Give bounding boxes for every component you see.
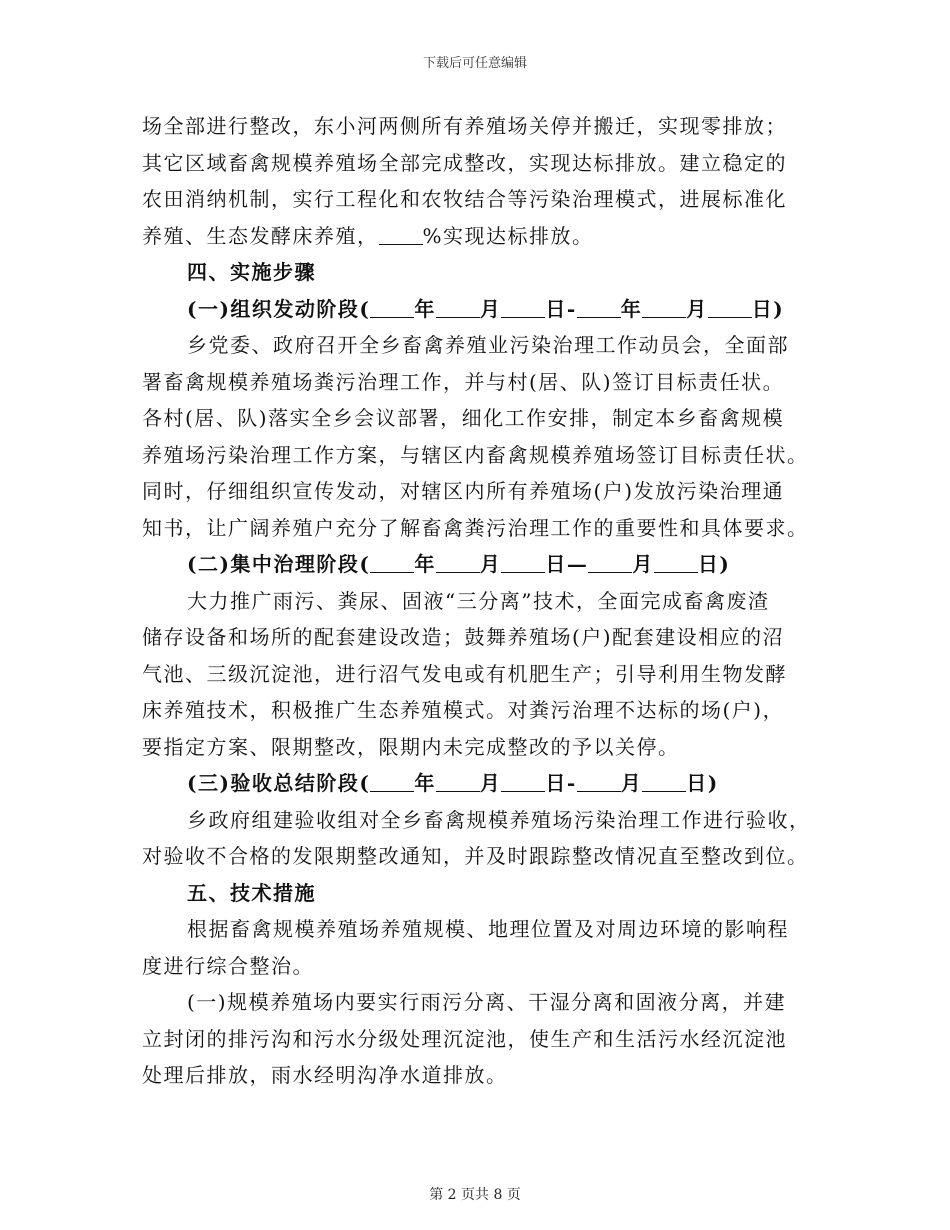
month-label: 月 <box>632 552 654 576</box>
month-label: 月 <box>686 296 708 321</box>
fill-blank <box>642 769 686 792</box>
section-heading-4: 四、实施步骤 <box>187 260 316 284</box>
text-line: 储存设备和场所的配套建设改造；鼓舞养殖场(户)配套建设相应的沼 <box>142 625 785 649</box>
stage-title: (三)验收总结阶段( <box>187 771 371 795</box>
text-line: 气池、三级沉淀池，进行沼气发电或有机肥生产；引导利用生物发酵 <box>142 661 787 686</box>
day-label: 日— <box>545 552 589 576</box>
text-line <box>142 218 812 255</box>
fill-blank <box>370 769 414 792</box>
fill-blank <box>708 295 752 318</box>
document-body <box>142 108 812 1094</box>
text-line: 根据畜禽规模养殖场养殖规模、地理位置及对周边环境的影响程 <box>187 917 789 941</box>
stage-heading-2 <box>142 546 812 583</box>
year-label: 年 <box>620 296 643 321</box>
text-line: 署畜禽规模养殖场粪污治理工作，并与村(居、队)签订目标责任状。 <box>142 369 785 394</box>
text-fragment: 养殖、生态发酵床养殖， <box>142 223 379 248</box>
fill-blank <box>370 295 414 318</box>
fill-blank <box>577 769 621 792</box>
month-label: 月 <box>479 552 502 576</box>
text-line: 养殖场污染治理工作方案，与辖区内畜禽规模养殖场签订目标责任状。 <box>142 442 809 467</box>
fill-blank <box>370 550 414 573</box>
fill-blank <box>588 550 632 573</box>
stage-title: (一)组织发动阶段( <box>187 296 371 321</box>
text-line: 大力推广雨污、粪尿、固液“三分离”技术，全面完成畜禽废渣 <box>187 588 770 613</box>
day-label: 日- <box>545 296 577 321</box>
month-label: 月 <box>620 771 643 795</box>
month-label: 月 <box>479 296 502 321</box>
text-line: 各村(居、队)落实全乡会议部署，细化工作安排，制定本乡畜禽规模 <box>142 406 785 430</box>
text-line: 度进行综合整治。 <box>142 953 314 978</box>
text-line: 处理后排放，雨水经明沟净水道排放。 <box>142 1063 508 1087</box>
text-line: 场全部进行整改，东小河两侧所有养殖场关停并搬迁，实现零排放； <box>142 114 787 138</box>
text-line: 立封闭的排污沟和污水分级处理沉淀池，使生产和生活污水经沉淀池 <box>142 1026 787 1051</box>
fill-blank <box>654 550 698 573</box>
stage-heading-3 <box>142 765 812 802</box>
section-heading-5: 五、技术措施 <box>187 880 316 905</box>
fill-blank <box>436 769 480 792</box>
stage-title: (二)集中治理阶段( <box>187 552 371 576</box>
day-label: 日) <box>751 296 785 321</box>
fill-blank <box>642 295 686 318</box>
header-note: 下载后可任意编辑 <box>422 56 527 71</box>
year-label: 年 <box>414 296 436 321</box>
fill-blank <box>501 295 545 318</box>
year-label: 年 <box>414 552 436 576</box>
fill-blank <box>379 222 423 245</box>
fill-blank <box>577 295 621 318</box>
day-label: 日- <box>545 771 577 795</box>
text-line: 床养殖技术，积极推广生态养殖模式。对粪污治理不达标的场(户)， <box>142 698 785 722</box>
text-line: 农田消纳机制，实行工程化和农牧结合等污染治理模式，进展标准化 <box>142 187 787 211</box>
text-line: 要指定方案、限期整改，限期内未完成整改的予以关停。 <box>142 734 680 759</box>
fill-blank <box>501 550 545 573</box>
day-label: 日) <box>686 771 719 795</box>
stage-heading-1 <box>142 291 812 328</box>
text-line: 乡党委、政府召开全乡畜禽养殖业污染治理工作动员会，全面部 <box>187 333 789 357</box>
text-line: (一)规模养殖场内要实行雨污分离、干湿分离和固液分离，并建 <box>187 990 787 1014</box>
month-label: 月 <box>479 771 502 795</box>
text-line: 乡政府组建验收组对全乡畜禽规模养殖场污染治理工作进行验收， <box>187 807 811 832</box>
text-line: 其它区域畜禽规模养殖场全部完成整改，实现达标排放。建立稳定的 <box>142 150 787 175</box>
text-line: 对验收不合格的发限期整改通知，并及时跟踪整改情况直至整改到位。 <box>142 844 809 868</box>
text-line: 知书，让广阔养殖户充分了解畜禽粪污治理工作的重要性和具体要求。 <box>142 515 809 540</box>
text-fragment: %实现达标排放。 <box>422 223 594 248</box>
fill-blank <box>436 550 480 573</box>
text-line: 同时，仔细组织宣传发动，对辖区内所有养殖场(户)发放污染治理通 <box>142 479 785 503</box>
fill-blank <box>501 769 545 792</box>
day-label: 日) <box>697 552 731 576</box>
fill-blank <box>436 295 480 318</box>
page-number: 第 2 页共 8 页 <box>429 1187 521 1203</box>
year-label: 年 <box>414 771 436 795</box>
